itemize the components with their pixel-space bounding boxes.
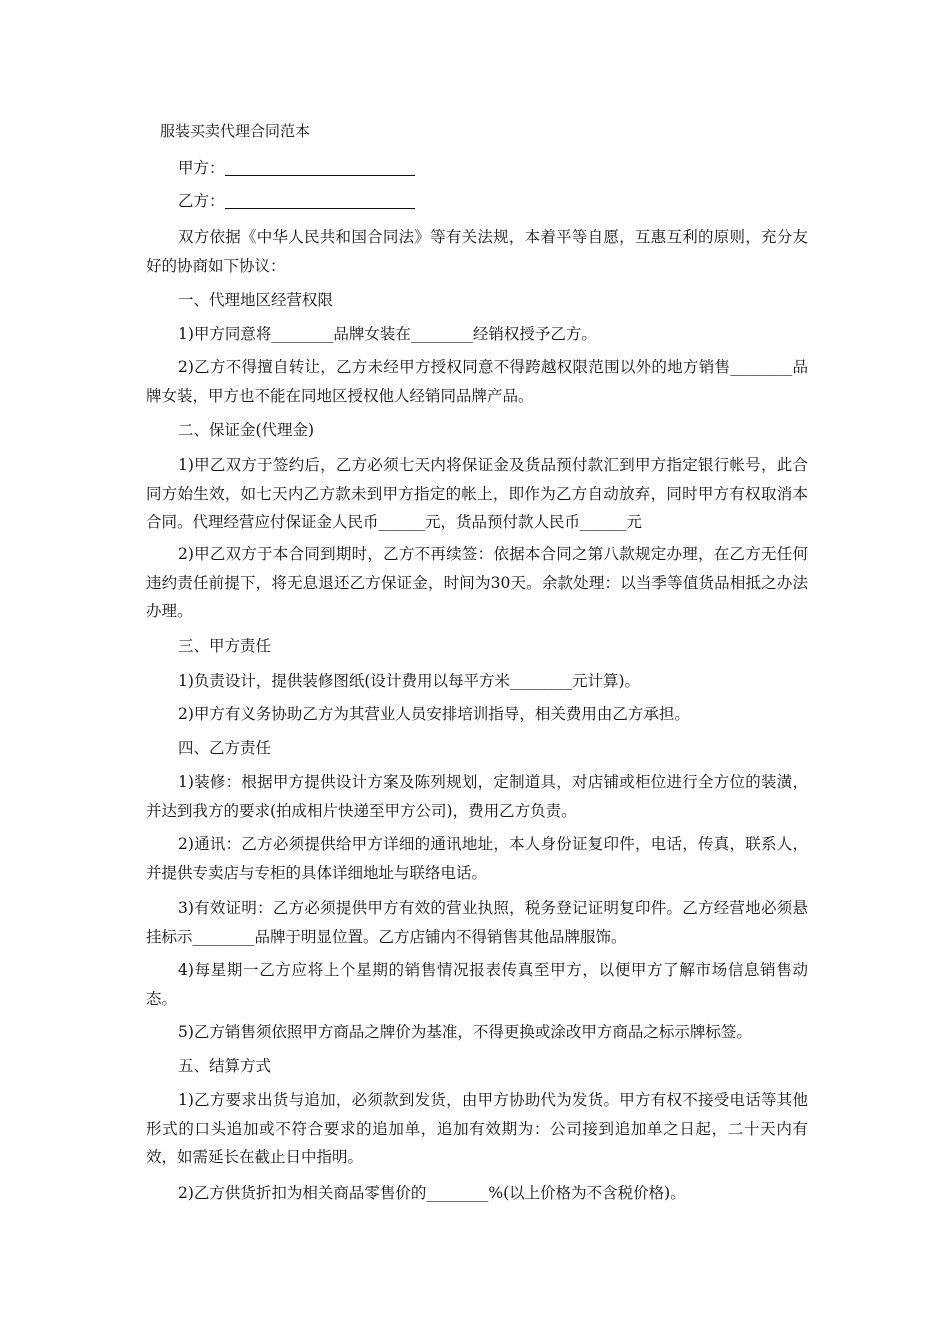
section-5-paragraph-1: 1)乙方要求出货与追加，必须款到发货，由甲方协助代为发货。甲方有权不接受电话等其他形式的口头追加或不符合要求的追加单，追加有效期为：公司接到追加单之日起，二十天内有效，如需延长在截止日中指明。 bbox=[146, 1091, 808, 1166]
section-3-paragraph-1: 1)负责设计，提供装修图纸(设计费用以每平方米________元计算)。 bbox=[178, 672, 641, 690]
section-4-paragraph-4: 4)每星期一乙方应将上个星期的销售情况报表传真至甲方，以便甲方了解市场信息销售动态。 bbox=[146, 961, 808, 1008]
section-4-heading: 四、乙方责任 bbox=[178, 739, 272, 757]
party-a-label: 甲方： bbox=[178, 159, 225, 177]
section-2-paragraph-1: 1)甲乙双方于签约后，乙方必须七天内将保证金及货品预付款汇到甲方指定银行帐号，此合同方始生效，如七天内乙方款未到甲方指定的帐上，即作为乙方自动放弃，同时甲方有权取消本合同。代理经营应付保证金人民币______元，货品预付款人民币______元 bbox=[146, 456, 808, 531]
section-4-paragraph-2: 2)通讯：乙方必须提供给甲方详细的通讯地址，本人身份证复印件，电话，传真，联系人，并提供专卖店与专柜的具体详细地址与联络电话。 bbox=[146, 835, 808, 882]
intro-paragraph: 双方依据《中华人民共和国合同法》等有关法规，本着平等自愿，互惠互利的原则，充分友好的协商如下协议： bbox=[146, 228, 808, 275]
section-2-heading: 二、保证金(代理金) bbox=[178, 421, 315, 439]
document-title: 服装买卖代理合同范本 bbox=[160, 122, 311, 140]
section-3-paragraph-2: 2)甲方有义务协助乙方为其营业人员安排培训指导，相关费用由乙方承担。 bbox=[178, 705, 690, 723]
section-4-paragraph-3: 3)有效证明：乙方必须提供甲方有效的营业执照，税务登记证明复印件。乙方经营地必须悬挂标示________品牌于明显位置。乙方店铺内不得销售其他品牌服饰。 bbox=[146, 899, 808, 946]
section-1-heading: 一、代理地区经营权限 bbox=[178, 291, 334, 309]
section-1-paragraph-1: 1)甲方同意将________品牌女装在________经销权授予乙方。 bbox=[178, 325, 597, 343]
party-a-blank bbox=[225, 157, 415, 176]
party-a-line bbox=[178, 154, 840, 183]
section-4-paragraph-5: 5)乙方销售须依照甲方商品之牌价为基准，不得更换或涂改甲方商品之标示牌标签。 bbox=[178, 1023, 752, 1041]
section-2-paragraph-2: 2)甲乙双方于本合同到期时，乙方不再续签：依据本合同之第八款规定办理，在乙方无任何违约责任前提下，将无息退还乙方保证金，时间为30天。余款处理：以当季等值货品相抵之办法办理。 bbox=[146, 545, 808, 620]
section-3-heading: 三、甲方责任 bbox=[178, 637, 272, 655]
section-5-heading: 五、结算方式 bbox=[178, 1057, 272, 1075]
section-1-paragraph-2: 2)乙方不得擅自转让，乙方未经甲方授权同意不得跨越权限范围以外的地方销售________品牌女装，甲方也不能在同地区授权他人经销同品牌产品。 bbox=[146, 358, 808, 405]
party-b-blank bbox=[225, 190, 415, 209]
section-4-paragraph-1: 1)装修：根据甲方提供设计方案及陈列规划，定制道具，对店铺或柜位进行全方位的装潢，并达到我方的要求(拍成相片快递至甲方公司)，费用乙方负责。 bbox=[146, 773, 808, 820]
party-b-line bbox=[178, 187, 840, 216]
party-b-label: 乙方： bbox=[178, 192, 225, 210]
section-5-paragraph-2: 2)乙方供货折扣为相关商品零售价的________%(以上价格为不含税价格)。 bbox=[178, 1184, 686, 1202]
